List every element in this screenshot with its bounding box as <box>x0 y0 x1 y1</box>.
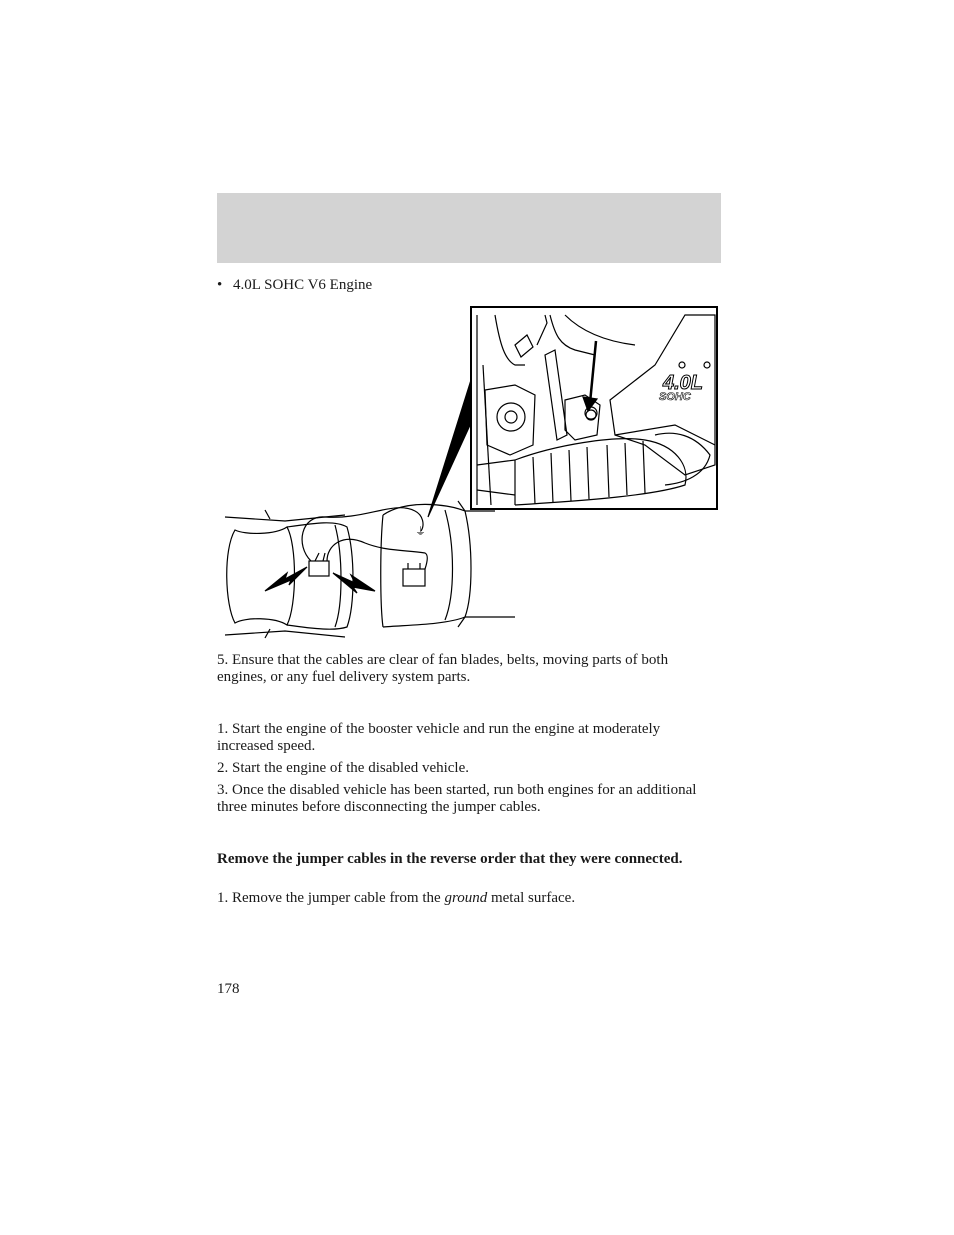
bullet-dot: • <box>217 277 223 293</box>
paragraph-start-2: 2. Start the engine of the disabled vehicle. <box>217 760 470 776</box>
remove-1-text-after: metal surface. <box>487 890 576 906</box>
page-number: 178 <box>217 981 240 997</box>
engine-label-sub: SOHC <box>659 391 691 403</box>
remove-1-text-before: 1. Remove the jumper cable from the <box>217 890 445 906</box>
spark-left <box>265 567 307 591</box>
paragraph-step-5: 5. Ensure that the cables are clear of fan blades, belts, moving parts of both engines, or any fuel delivery system parts. <box>217 652 669 685</box>
engine-label-main: 4.0L <box>663 372 704 394</box>
header-band <box>217 193 721 263</box>
paragraph-remove-warning: Remove the jumper cables in the reverse order that they were connected. <box>217 851 683 867</box>
booster-battery <box>309 561 329 576</box>
jumper-cables <box>302 508 427 569</box>
engine-bullet-text: 4.0L SOHC V6 Engine <box>233 277 373 293</box>
paragraph-remove-1 <box>217 890 717 907</box>
inset-pointer <box>428 380 471 517</box>
ground-arrow-shaft <box>590 341 596 403</box>
spark-right <box>333 573 375 593</box>
jump-start-illustration <box>215 305 721 639</box>
ground-symbol: ⏚ <box>415 525 426 538</box>
disabled-battery <box>403 569 425 586</box>
remove-1-italic: ground <box>444 890 488 906</box>
engine-bullet <box>217 277 717 294</box>
disabled-vehicle <box>381 501 515 627</box>
paragraph-start-3: 3. Once the disabled vehicle has been started, run both engines for an additional three minutes before disconnecting the jumper cables. <box>217 782 697 815</box>
paragraph-start-1: 1. Start the engine of the booster vehicle and run the engine at moderately increased speed. <box>217 721 661 754</box>
